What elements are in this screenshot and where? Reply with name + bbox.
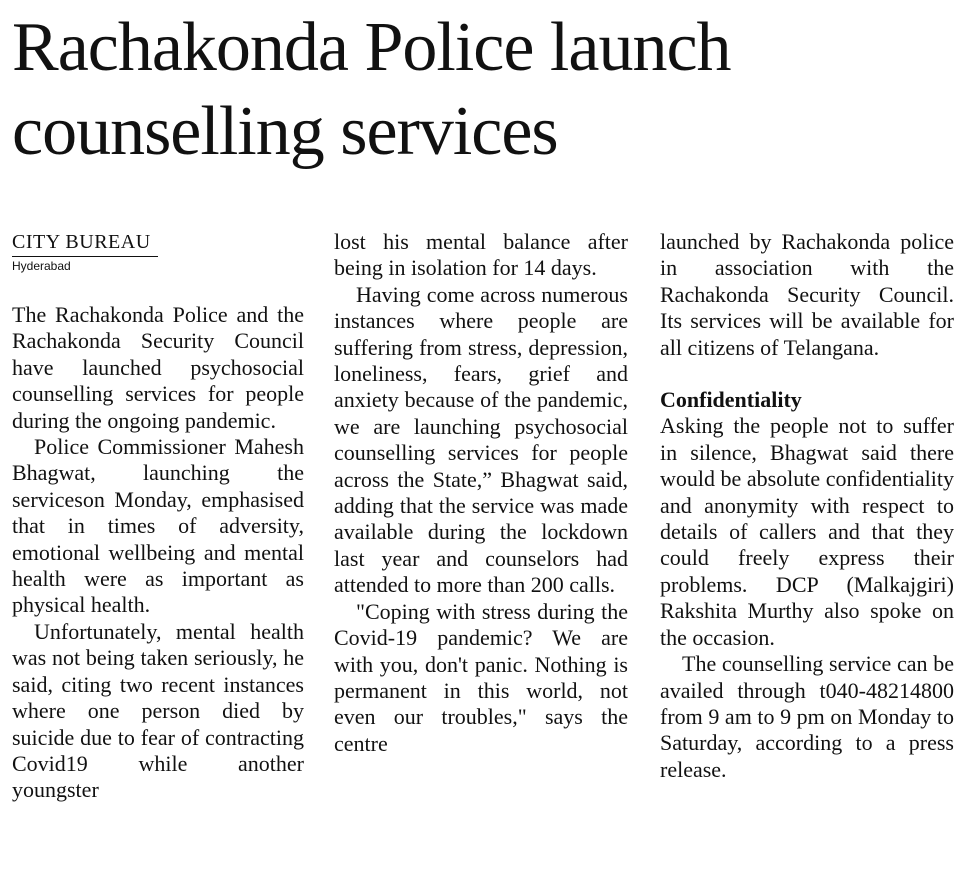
headline: Rachakonda Police launch counselling services	[12, 9, 731, 170]
dateline: Hyderabad	[12, 259, 71, 273]
article-column-1	[12, 228, 304, 804]
body-paragraph: Police Commissioner Mahesh Bhagwat, launching the serviceson Monday, emphasised that in times of adversity, emotional wellbeing and mental health were as important as physical health.	[12, 434, 304, 618]
body-paragraph: "Coping with stress during the Covid-19 pandemic? We are with you, don't panic. Nothing is permanent in this world, not even our troubles," says the centre	[334, 598, 628, 756]
body-paragraph: The Rachakonda Police and the Rachakonda Security Council have launched psychosocial counselling services for people during the ongoing pandemic.	[12, 302, 304, 433]
article-column-2	[334, 229, 628, 757]
subhead: Confidentiality	[660, 387, 802, 413]
byline: CITY BUREAU	[12, 230, 158, 257]
body-paragraph: The counselling service can be availed through t040-48214800 from 9 am to 9 pm on Monday to Saturday, according to a press release.	[660, 651, 954, 782]
article-column-3	[660, 229, 954, 783]
body-paragraph: Having come across numerous instances where people are suffering from stress, depression, loneliness, fears, grief and anxiety because of the pandemic, we are launching psychosocial counselling services for people across the State,” Bhagwat said, adding that the service was made available during the lockdown last year and counselors had attended to more than 200 calls.	[334, 281, 628, 598]
body-paragraph-continued: lost his mental balance after being in isolation for 14 days.	[334, 229, 628, 281]
body-paragraph: Unfortunately, mental health was not being taken seriously, he said, citing two recent instances where one person died by suicide due to fear of contracting Covid19 while another youngster	[12, 618, 304, 803]
body-paragraph: Asking the people not to suffer in silence, Bhagwat said there would be absolute confidentiality and anonymity with respect to details of callers and that they could freely express their problems. DCP (Malkajgiri) Rakshita Murthy also spoke on the occasion.	[660, 413, 954, 650]
body-paragraph-continued: launched by Rachakonda police in association with the Rachakonda Security Council. Its services will be available for all citizens of Telangana.	[660, 229, 954, 360]
